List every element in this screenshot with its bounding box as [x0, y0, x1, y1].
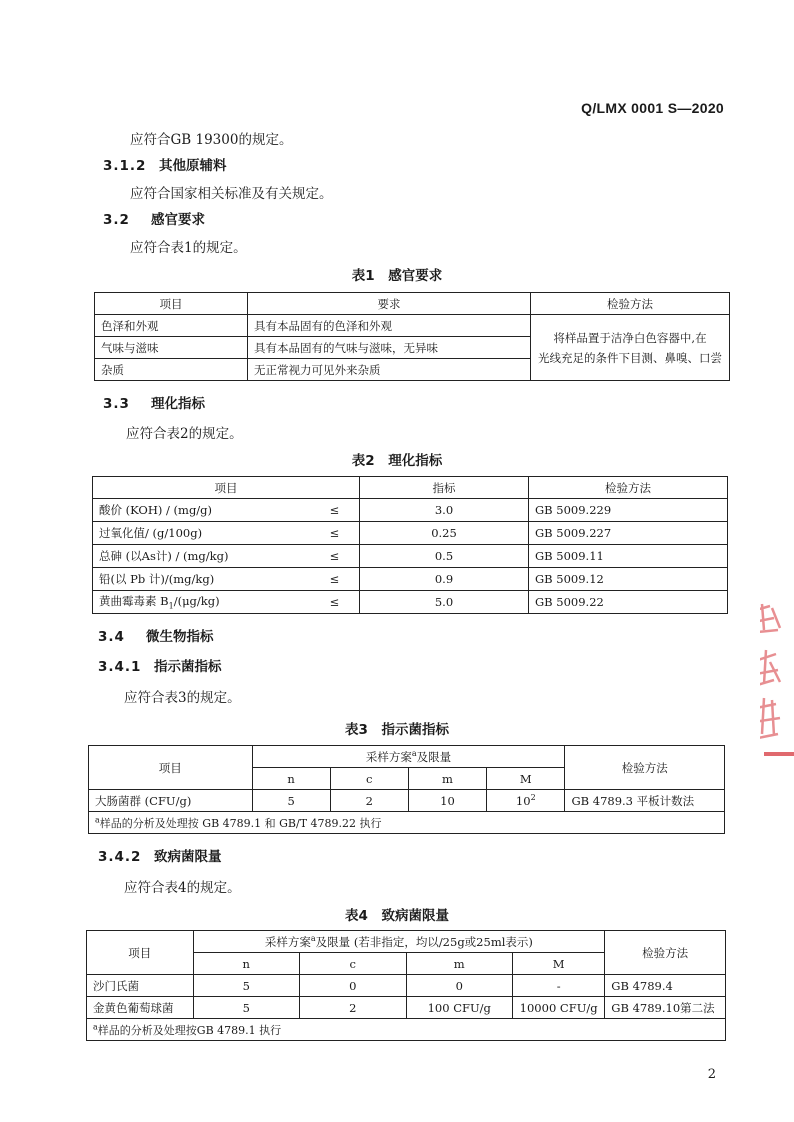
- table1-cell: 气味与滋味: [95, 337, 248, 359]
- table2-symbol: ≤: [310, 499, 360, 522]
- table4-footnote: [87, 1019, 726, 1041]
- table1-caption: 表1 感官要求: [351, 268, 443, 284]
- table1-method-cell: [531, 315, 730, 381]
- table1-header-item: 项目: [95, 293, 248, 315]
- table3-n: 5: [252, 790, 330, 812]
- table2-item: 总砷 (以As计) / (mg/kg): [93, 545, 311, 568]
- table3-header-item: 项目: [89, 746, 253, 790]
- section-title: 指示菌指标: [154, 659, 222, 675]
- subscript: 1: [168, 601, 174, 611]
- table1-header-method: 检验方法: [531, 293, 730, 315]
- method-text: 光线充足的条件下目测、鼻嗅、口尝: [538, 350, 722, 365]
- table1-header-requirement: 要求: [248, 293, 531, 315]
- paragraph: 应符合国家相关标准及有关规定。: [130, 186, 333, 202]
- paragraph: 应符合表4的规定。: [124, 880, 241, 896]
- section-number: 3.4: [98, 629, 125, 645]
- paragraph: 应符合表3的规定。: [124, 690, 241, 706]
- section-title: 其他原辅料: [159, 158, 227, 174]
- section-title: 感官要求: [151, 212, 205, 228]
- footnote-text: 样品的分析及处理按GB 4789.1 执行: [97, 1023, 282, 1037]
- seal-stamp-graphic: [760, 600, 784, 750]
- table3-subheader: m: [408, 768, 486, 790]
- seal-stamp-line: [764, 752, 794, 756]
- table2-caption: 表2 理化指标: [351, 453, 443, 469]
- table4-pathogen-limits: [86, 930, 726, 1041]
- header-text: 及限量 (若非指定，均以/25g或25ml表示): [315, 934, 533, 949]
- table1-cell: 杂质: [95, 359, 248, 381]
- table2-item: 过氧化值/ (g/100g): [93, 522, 311, 545]
- table3-c: 2: [330, 790, 408, 812]
- table2-value: 5.0: [360, 591, 529, 614]
- table4-c: 0: [300, 975, 407, 997]
- table2-symbol: ≤: [310, 522, 360, 545]
- table4-m: 0: [406, 975, 513, 997]
- table3-header-plan: [252, 746, 565, 768]
- table2-symbol: ≤: [310, 545, 360, 568]
- table2-method: GB 5009.22: [529, 591, 728, 614]
- section-number: 3.3: [103, 396, 130, 412]
- table2-method: GB 5009.11: [529, 545, 728, 568]
- table4-m: 100 CFU/g: [406, 997, 513, 1019]
- section-heading-3-2: [103, 208, 205, 228]
- table1-cell: 无正常视力可见外来杂质: [248, 359, 531, 381]
- table2-value: 3.0: [360, 499, 529, 522]
- footnote-mark: a: [95, 814, 100, 824]
- superscript: a: [310, 933, 316, 943]
- table2-symbol: ≤: [310, 568, 360, 591]
- section-heading-3-4: [98, 625, 214, 645]
- table3-subheader: c: [330, 768, 408, 790]
- section-number: 3.2: [103, 212, 130, 228]
- table4-caption: 表4 致病菌限量: [345, 908, 449, 924]
- paragraph: 应符合表2的规定。: [126, 426, 243, 442]
- table3-item: 大肠菌群 (CFU/g): [89, 790, 253, 812]
- header-text: 采样方案: [264, 934, 311, 949]
- table4-header-plan: [193, 931, 605, 953]
- footnote-text: 样品的分析及处理按 GB 4789.1 和 GB/T 4789.22 执行: [99, 816, 382, 830]
- section-heading-3-4-1: [98, 655, 222, 675]
- table4-item: 金黄色葡萄球菌: [87, 997, 194, 1019]
- header-text: 采样方案: [365, 749, 412, 764]
- page-number: 2: [707, 1067, 716, 1082]
- table4-n: 5: [193, 997, 300, 1019]
- table4-subheader: n: [193, 953, 300, 975]
- table2-header-method: 检验方法: [529, 477, 728, 499]
- table3-footnote: [89, 812, 725, 834]
- section-number: 3.4.2: [98, 849, 142, 865]
- table2-header-limit: 指标: [360, 477, 529, 499]
- table4-subheader: M: [513, 953, 605, 975]
- paragraph: 应符合GB 19300的规定。: [130, 132, 293, 148]
- item-text: 黄曲霉毒素 B: [99, 594, 169, 609]
- section-heading-3-3: [103, 392, 205, 412]
- table3-method: GB 4789.3 平板计数法: [565, 790, 725, 812]
- table2-item: 酸价 (KOH) / (mg/g): [93, 499, 311, 522]
- table2-value: 0.25: [360, 522, 529, 545]
- footnote-mark: a: [93, 1021, 98, 1031]
- item-text: /(μg/kg): [173, 594, 220, 609]
- seal-stamp-fragment: [760, 600, 794, 770]
- table4-item: 沙门氏菌: [87, 975, 194, 997]
- table3-subheader: M: [487, 768, 565, 790]
- table3-m: 10: [408, 790, 486, 812]
- table2-header-item: 项目: [93, 477, 360, 499]
- table1-cell: 具有本品固有的色泽和外观: [248, 315, 531, 337]
- table2-value: 0.9: [360, 568, 529, 591]
- table4-header-method: 检验方法: [605, 931, 726, 975]
- section-heading-3-1-2: [103, 154, 227, 174]
- table3-subheader: n: [252, 768, 330, 790]
- table4-subheader: m: [406, 953, 513, 975]
- table2-item: 铅(以 Pb 计)/(mg/kg): [93, 568, 311, 591]
- table2-item: [93, 591, 311, 614]
- table2-method: GB 5009.227: [529, 522, 728, 545]
- superscript: a: [411, 748, 417, 758]
- table4-M: 10000 CFU/g: [513, 997, 605, 1019]
- method-text: 将样品置于洁净白色容器中,在: [553, 330, 707, 345]
- document-code: Q/LMX 0001 S—2020: [581, 100, 724, 116]
- section-heading-3-4-2: [98, 845, 222, 865]
- table4-method: GB 4789.10第二法: [605, 997, 726, 1019]
- table1-sensory: [94, 292, 730, 381]
- M-exponent: 2: [530, 793, 536, 803]
- section-title: 致病菌限量: [154, 849, 222, 865]
- M-base: 10: [515, 793, 531, 808]
- section-number: 3.1.2: [103, 158, 147, 174]
- section-number: 3.4.1: [98, 659, 142, 675]
- table3-M: [487, 790, 565, 812]
- table3-header-method: 检验方法: [565, 746, 725, 790]
- table4-n: 5: [193, 975, 300, 997]
- table2-method: GB 5009.229: [529, 499, 728, 522]
- table3-indicator-bacteria: [88, 745, 725, 834]
- header-text: 及限量: [416, 749, 452, 764]
- section-title: 理化指标: [151, 396, 205, 412]
- table4-header-item: 项目: [87, 931, 194, 975]
- table2-method: GB 5009.12: [529, 568, 728, 591]
- table4-subheader: c: [300, 953, 407, 975]
- paragraph: 应符合表1的规定。: [130, 240, 247, 256]
- table4-M: -: [513, 975, 605, 997]
- table2-physicochemical: [92, 476, 728, 614]
- table1-cell: 色泽和外观: [95, 315, 248, 337]
- table2-symbol: ≤: [310, 591, 360, 614]
- section-title: 微生物指标: [146, 629, 214, 645]
- table2-value: 0.5: [360, 545, 529, 568]
- table4-c: 2: [300, 997, 407, 1019]
- table3-caption: 表3 指示菌指标: [345, 722, 449, 738]
- table4-method: GB 4789.4: [605, 975, 726, 997]
- table1-cell: 具有本品固有的气味与滋味，无异味: [248, 337, 531, 359]
